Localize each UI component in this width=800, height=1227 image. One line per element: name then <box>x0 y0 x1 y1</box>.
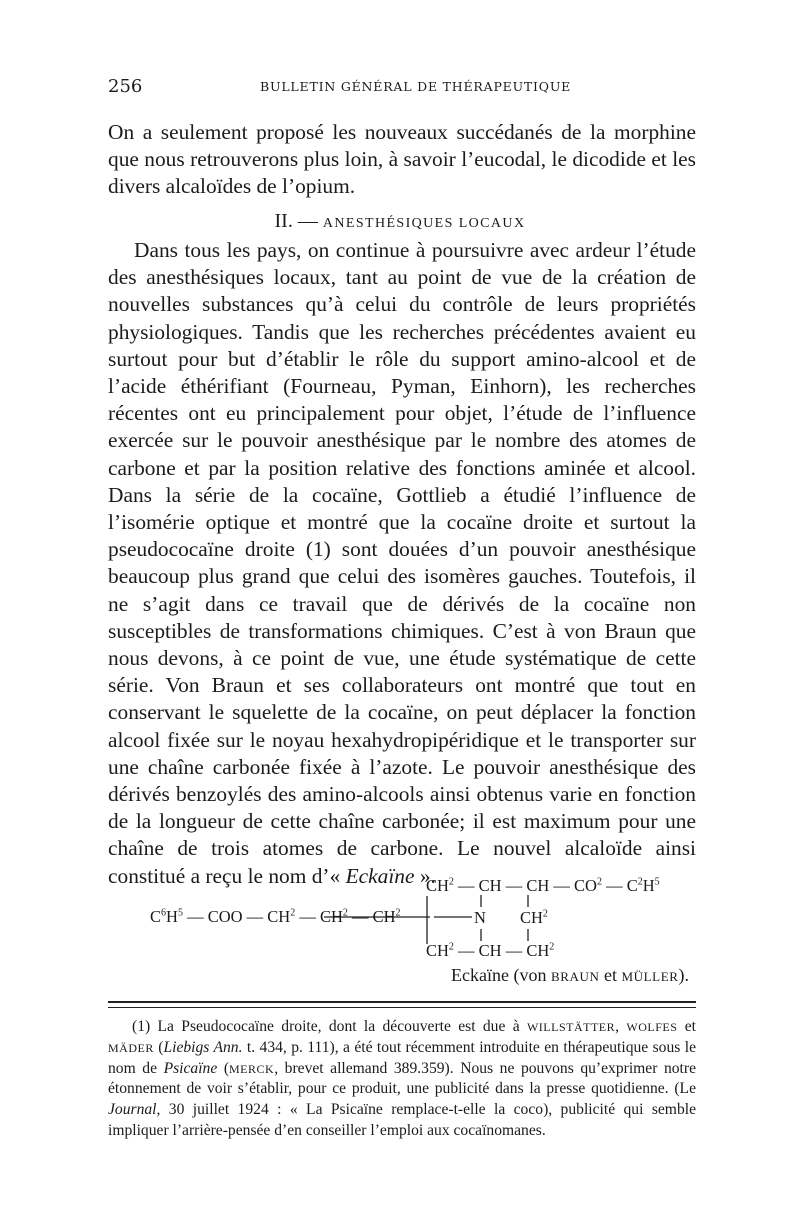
footnote-rule-thin <box>108 1007 696 1008</box>
footnote: (1) La Pseudococaïne droite, dont la découverte est due à WILLSTÄTTER, WOLFES et MÄDER (Liebigs Ann. t. 434, p. 111), a été tout récemment introduite en thérapeutique sous le nom de Psicaïne (MERCK, brevet allemand 389.359). Nous ne pouvons qu’exprimer notre étonnement de voir s’établir, pour ce produit, une publicité dans la presse quotidienne. (Le Journal, 30 juillet 1924 : « La Psicaïne remplace-t-elle la coco), publicité qui semble impliquer l’arrière-pensée d’en conseiller l’emploi aux cocaïnomanes. <box>108 1018 697 1139</box>
formula-caption: Eckaïne (von BRAUN et MÜLLER). <box>451 965 690 985</box>
formula-top-row: $CH^2$ — CH — CH — $CO^2$ — $C^2H^5$ <box>426 876 660 895</box>
section-heading <box>0 210 800 233</box>
eckaine-name: Eckaïne <box>345 863 415 888</box>
section-number: II. — <box>274 210 318 232</box>
footnote-rule-thick <box>108 1001 696 1003</box>
formula-bottom-row: $CH^2$ — CH — $CH^2$ <box>426 941 555 960</box>
formula-side-chain: $C^6H^5$ — COO — $CH^2$ — $CH^2$ — $CH^2$ <box>150 907 401 926</box>
page-header <box>108 76 698 96</box>
page-number: 256 <box>108 76 143 97</box>
formula-ring-ch2: $CH^2$ <box>520 908 548 927</box>
running-title: BULLETIN GÉNÉRAL DE THÉRAPEUTIQUE <box>260 79 572 94</box>
quote-close: ». <box>414 863 436 888</box>
paragraph-body: Dans tous les pays, on continue à poursuivre avec ardeur l’étude des anesthésiques locaux, tant au point de vue de la création de nouvelles substances qu’à celui du contrôle de leurs propriétés physiologiques. Tandis que les recherches précédentes avaient eu surtout pour but d’établir le rôle du support amino-alcool et de l’acide éthérifiant (Fourneau, Pyman, Einhorn), les recherches récentes ont eu principalement pour objet, l’étude de l’influence exercée sur le pouvoir anesthésique par le nombre des atomes de carbone et par la position relative des fonctions aminée et alcool. Dans la série de la cocaïne, Gottlieb a étudié l’influence de l’isomérie optique et montré que la cocaïne droite et surtout la pseudococaïne droite (1) sont douées d’un pouvoir anesthésique beaucoup plus grand que celui des isomères gauches. Toutefois, il ne s’agit dans ce travail que de dérivés de la cocaïne non susceptibles de transformations chimiques. C’est à von Braun que nous devons, à ce point de vue, une étude systématique de cette série. Von Braun et ses collaborateurs ont montré que tout en conservant le squelette de la cocaïne, on peut déplacer la fonction alcool fixée sur le noyau hexahydropipéridique et le transporter sur une chaîne carbonée fixée à l’azote. Le pouvoir anesthésique des dérivés benzoylés des amino-alcools ainsi obtenus varie en fonction de la longueur de cette chaîne carbonée; il est maximum pour une chaîne de trois atomes de carbone. Le nouvel alcaloïde ainsi constitué a reçu le nom d’ <box>108 238 696 888</box>
section-title: ANESTHÉSIQUES LOCAUX <box>322 216 526 231</box>
paragraph-local-anesthetics <box>108 237 696 890</box>
formula-nitrogen: N <box>474 908 486 927</box>
paragraph-intro: On a seulement proposé les nouveaux succédanés de la morphine que nous retrouverons plus loin, à savoir l’eucodal, le dicodide et les divers alcaloïdes de l’opium. <box>108 120 696 199</box>
quote-open: « <box>329 863 346 888</box>
eckaine-structural-formula <box>108 872 698 1017</box>
